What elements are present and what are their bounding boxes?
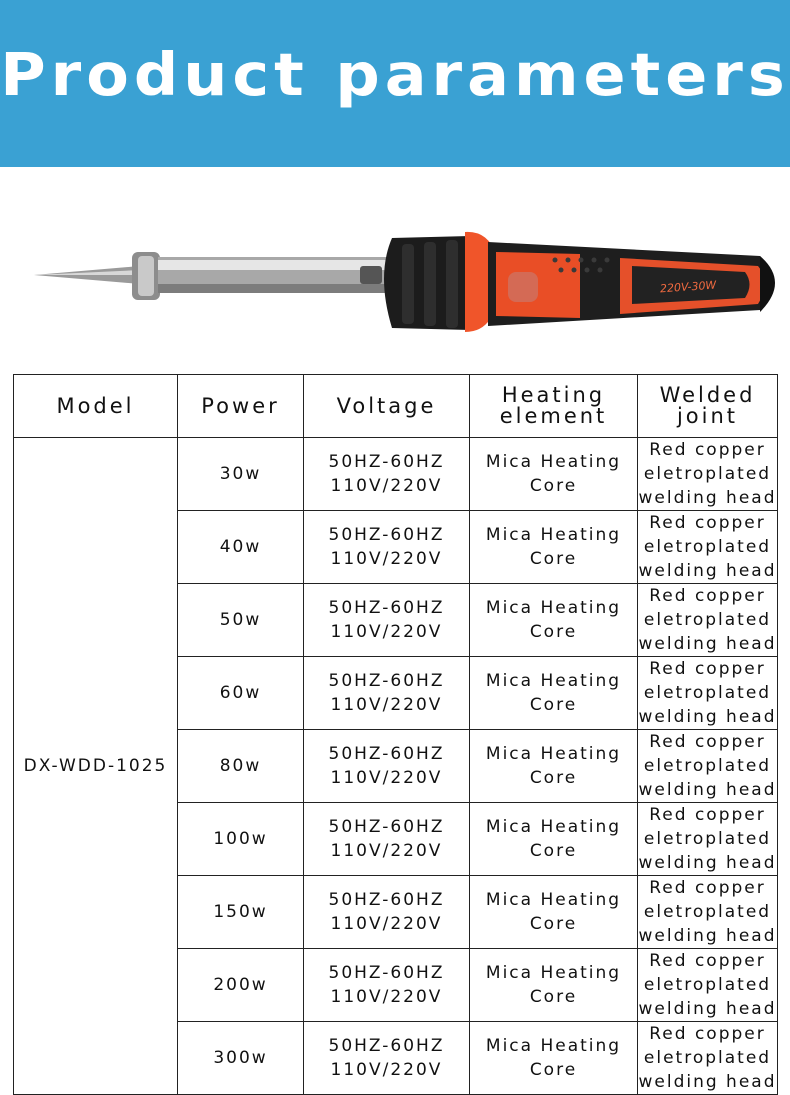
frequency-value: 50HZ-60HZ — [328, 1036, 445, 1056]
voltage-cell — [304, 438, 470, 511]
voltage-cell — [304, 657, 470, 730]
frequency-value: 50HZ-60HZ — [328, 817, 445, 837]
header-heating-line1: Heating — [501, 383, 606, 407]
power-value: 40w — [219, 537, 262, 557]
joint-line1: Red copper — [649, 586, 766, 606]
header-model: Model — [14, 375, 178, 438]
power-cell — [178, 949, 304, 1022]
spec-table — [13, 374, 778, 1095]
power-cell — [178, 1022, 304, 1095]
voltage-cell — [304, 1022, 470, 1095]
header-heating-line2: element — [499, 404, 608, 428]
voltage-cell — [304, 511, 470, 584]
header-power: Power — [178, 375, 304, 438]
header-heating-element — [470, 375, 638, 438]
header-joint-line2: joint — [676, 404, 739, 428]
heating-element-cell — [470, 511, 638, 584]
welded-joint-cell — [638, 438, 778, 511]
voltage-cell — [304, 803, 470, 876]
frequency-value: 50HZ-60HZ — [328, 598, 445, 618]
frequency-value: 50HZ-60HZ — [328, 890, 445, 910]
voltage-value: 110V/220V — [330, 987, 443, 1007]
joint-line1: Red copper — [649, 732, 766, 752]
heating-line2: Core — [529, 768, 578, 788]
joint-line3: welding head — [638, 488, 777, 508]
welded-joint-cell — [638, 730, 778, 803]
joint-line1: Red copper — [649, 513, 766, 533]
joint-line3: welding head — [638, 561, 777, 581]
joint-line1: Red copper — [649, 659, 766, 679]
power-value: 300w — [213, 1048, 268, 1068]
power-value: 80w — [219, 756, 262, 776]
joint-line1: Red copper — [649, 878, 766, 898]
joint-line3: welding head — [638, 634, 777, 654]
frequency-value: 50HZ-60HZ — [328, 671, 445, 691]
frequency-value: 50HZ-60HZ — [328, 452, 445, 472]
power-value: 50w — [219, 610, 262, 630]
joint-line1: Red copper — [649, 805, 766, 825]
header-voltage: Voltage — [304, 375, 470, 438]
voltage-value: 110V/220V — [330, 695, 443, 715]
voltage-cell — [304, 584, 470, 657]
joint-line1: Red copper — [649, 1024, 766, 1044]
heating-line1: Mica Heating — [485, 671, 622, 691]
heating-element-cell — [470, 949, 638, 1022]
soldering-iron-image — [20, 200, 790, 350]
welded-joint-cell — [638, 511, 778, 584]
joint-line2: eletroplated — [643, 683, 772, 703]
heating-line2: Core — [529, 987, 578, 1007]
power-value: 100w — [213, 829, 268, 849]
heating-line1: Mica Heating — [485, 890, 622, 910]
joint-line3: welding head — [638, 853, 777, 873]
header-row — [14, 375, 778, 438]
power-value: 200w — [213, 975, 268, 995]
joint-line3: welding head — [638, 1072, 777, 1092]
frequency-value: 50HZ-60HZ — [328, 744, 445, 764]
heating-line1: Mica Heating — [485, 744, 622, 764]
heating-line1: Mica Heating — [485, 963, 622, 983]
joint-line3: welding head — [638, 780, 777, 800]
heating-line1: Mica Heating — [485, 817, 622, 837]
joint-line3: welding head — [638, 926, 777, 946]
welded-joint-cell — [638, 1022, 778, 1095]
heating-line2: Core — [529, 476, 578, 496]
power-cell — [178, 876, 304, 949]
voltage-value: 110V/220V — [330, 549, 443, 569]
handle-label: 220V-30W — [659, 278, 717, 296]
power-value: 150w — [213, 902, 268, 922]
voltage-value: 110V/220V — [330, 914, 443, 934]
heating-line1: Mica Heating — [485, 1036, 622, 1056]
joint-line1: Red copper — [649, 951, 766, 971]
power-cell — [178, 803, 304, 876]
power-cell — [178, 730, 304, 803]
heating-line2: Core — [529, 622, 578, 642]
voltage-cell — [304, 949, 470, 1022]
table-row — [14, 438, 778, 511]
heating-element-cell — [470, 657, 638, 730]
joint-line3: welding head — [638, 999, 777, 1019]
joint-line2: eletroplated — [643, 829, 772, 849]
heating-element-cell — [470, 438, 638, 511]
joint-line2: eletroplated — [643, 610, 772, 630]
voltage-value: 110V/220V — [330, 476, 443, 496]
power-cell — [178, 584, 304, 657]
joint-line1: Red copper — [649, 440, 766, 460]
joint-line2: eletroplated — [643, 756, 772, 776]
joint-line3: welding head — [638, 707, 777, 727]
header-welded-joint — [638, 375, 778, 438]
heating-element-cell — [470, 876, 638, 949]
power-cell — [178, 657, 304, 730]
voltage-value: 110V/220V — [330, 1060, 443, 1080]
heating-line1: Mica Heating — [485, 598, 622, 618]
end-cap — [760, 256, 775, 312]
voltage-cell — [304, 730, 470, 803]
joint-line2: eletroplated — [643, 902, 772, 922]
welded-joint-cell — [638, 876, 778, 949]
welded-joint-cell — [638, 949, 778, 1022]
joint-line2: eletroplated — [643, 1048, 772, 1068]
heating-line1: Mica Heating — [485, 452, 622, 472]
joint-line2: eletroplated — [643, 464, 772, 484]
welded-joint-cell — [638, 584, 778, 657]
header-joint-line1: Welded — [659, 383, 756, 407]
joint-line2: eletroplated — [643, 537, 772, 557]
joint-line2: eletroplated — [643, 975, 772, 995]
welded-joint-cell — [638, 657, 778, 730]
frequency-value: 50HZ-60HZ — [328, 525, 445, 545]
banner-title: Product parameters — [0, 39, 790, 110]
voltage-value: 110V/220V — [330, 841, 443, 861]
voltage-value: 110V/220V — [330, 622, 443, 642]
heating-element-cell — [470, 730, 638, 803]
power-cell — [178, 438, 304, 511]
voltage-cell — [304, 876, 470, 949]
heating-line2: Core — [529, 695, 578, 715]
heating-line2: Core — [529, 914, 578, 934]
heating-line2: Core — [529, 549, 578, 569]
power-cell — [178, 511, 304, 584]
heating-element-cell — [470, 584, 638, 657]
voltage-value: 110V/220V — [330, 768, 443, 788]
heating-line2: Core — [529, 1060, 578, 1080]
frequency-value: 50HZ-60HZ — [328, 963, 445, 983]
heating-line1: Mica Heating — [485, 525, 622, 545]
header-banner — [0, 0, 790, 167]
heating-line2: Core — [529, 841, 578, 861]
model-cell: DX-WDD-1025 — [14, 438, 178, 1095]
power-value: 30w — [219, 464, 262, 484]
heating-element-cell — [470, 1022, 638, 1095]
welded-joint-cell — [638, 803, 778, 876]
power-value: 60w — [219, 683, 262, 703]
heating-element-cell — [470, 803, 638, 876]
